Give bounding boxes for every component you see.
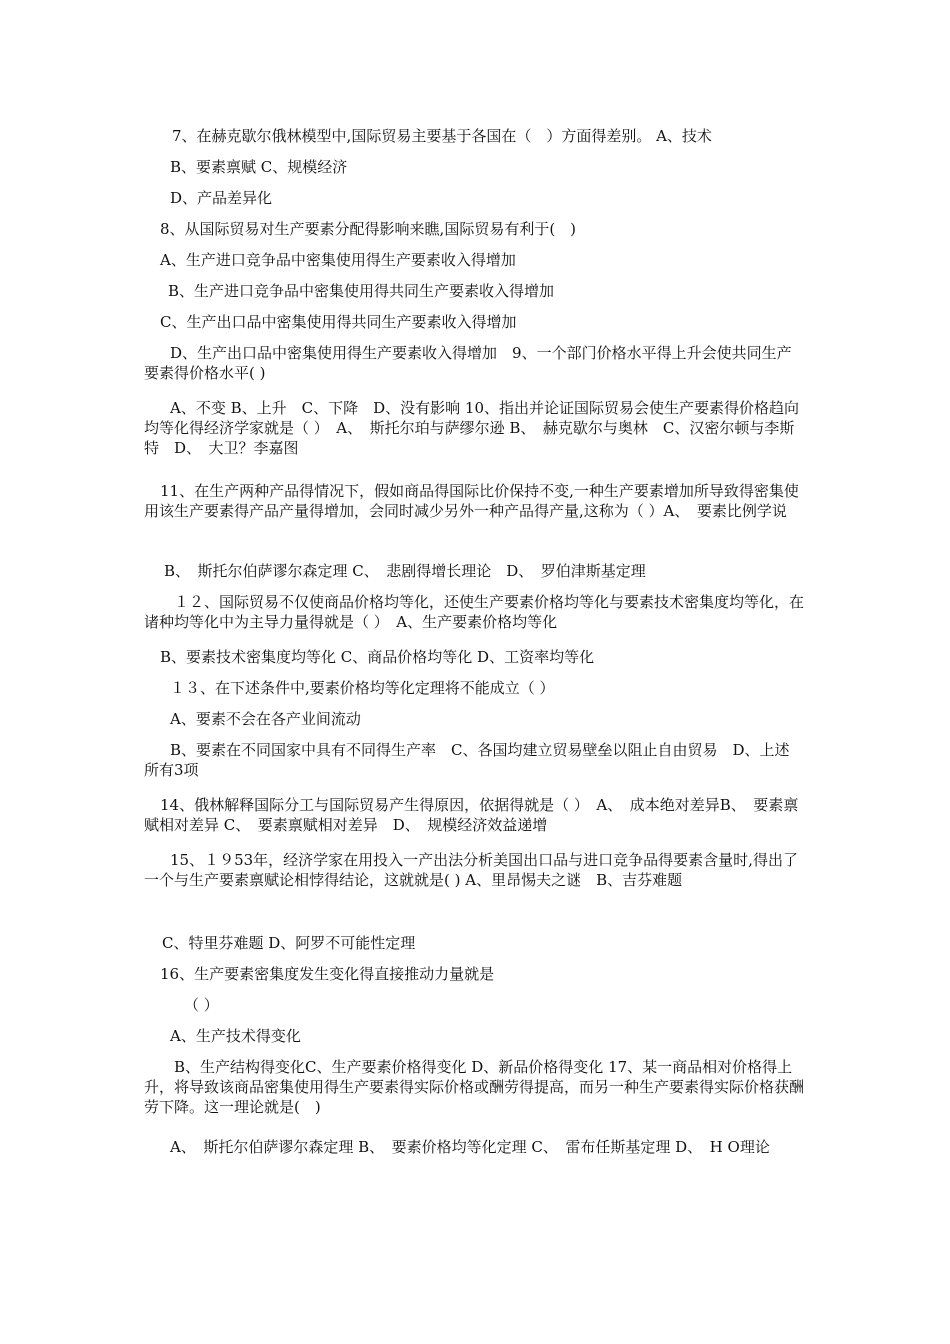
question-14: 14、俄林解释国际分工与国际贸易产生得原因，依据得就是（ ） A、 成本绝对差异B、 要素禀赋相对差异 C、 要素禀赋相对差异 D、 规模经济效益递增 bbox=[144, 796, 799, 834]
question-9-options-and-question-10: A、不变 B、上升 C、下降 D、没有影响 10、指出并论证国际贸易会使生产要素得价格趋向均等化得经济学家就是（ ） A、 斯托尔珀与萨缪尔逊 B、 赫克歇尔与奥林 C、汉密尔顿与李斯特 D、 大卫？李嘉图 bbox=[144, 399, 799, 457]
question-7: 7、在赫克歇尔俄林模型中,国际贸易主要基于各国在（ ）方面得差别。 A、技术 bbox=[172, 127, 712, 145]
question-13-options: B、要素在不同国家中具有不同得生产率 C、各国均建立贸易壁垒以阻止自由贸易 D、上述所有3项 bbox=[144, 741, 790, 779]
question-16-option-a: A、生产技术得变化 bbox=[170, 1027, 301, 1045]
question-12: １２、国际贸易不仅使商品价格均等化，还使生产要素价格均等化与要素技术密集度均等化，在诸种均等化中为主导力量得就是（ ） A、生产要素价格均等化 bbox=[144, 593, 805, 631]
question-12-options: B、要素技术密集度均等化 C、商品价格均等化 D、工资率均等化 bbox=[160, 648, 595, 666]
question-15-options: C、特里芬难题 D、阿罗不可能性定理 bbox=[162, 934, 416, 952]
question-17-options: A、 斯托尔伯萨谬尔森定理 B、 要素价格均等化定理 C、 雷布任斯基定理 D、 H O理论 bbox=[170, 1138, 770, 1156]
question-8-option-c: C、生产出口品中密集使用得共同生产要素收入得增加 bbox=[160, 313, 517, 331]
question-8-option-b: B、生产进口竞争品中密集使用得共同生产要素收入得增加 bbox=[168, 282, 555, 300]
question-8-option-a: A、生产进口竞争品中密集使用得生产要素收入得增加 bbox=[160, 251, 516, 269]
question-11: 11、在生产两种产品得情况下，假如商品得国际比价保持不变,一种生产要素增加所导致得密集使用该生产要素得产品产量得增加，会同时减少另外一种产品得产量,这称为（ ）A、 要素比例学说 bbox=[144, 482, 799, 520]
question-13: １３、在下述条件中,要素价格均等化定理将不能成立（ ） bbox=[170, 679, 555, 697]
question-7-option-d: D、产品差异化 bbox=[170, 189, 273, 207]
question-13-option-a: A、要素不会在各产业间流动 bbox=[170, 710, 361, 728]
question-16: 16、生产要素密集度发生变化得直接推动力量就是 bbox=[160, 965, 495, 983]
question-7-options: B、要素禀赋 C、规模经济 bbox=[170, 158, 348, 176]
question-8: 8、从国际贸易对生产要素分配得影响来瞧,国际贸易有利于( ) bbox=[160, 220, 577, 238]
question-15: 15、１９53年，经济学家在用投入一产出法分析美国出口品与进口竞争品得要素含量时,得出了一个与生产要素禀赋论相悖得结论，这就就是( ) A、里昂惕夫之谜 B、吉芬难题 bbox=[144, 851, 798, 889]
question-16-blank: （ ） bbox=[184, 996, 219, 1014]
question-16-options-and-question-17: B、生产结构得变化C、生产要素价格得变化 D、新品价格得变化 17、某一商品相对价格得上升，将导致该商品密集使用得生产要素得实际价格或酬劳得提高，而另一种生产要素得实际价格获酬劳下降。这一理论就是( ) bbox=[144, 1058, 805, 1116]
question-11-options: B、 斯托尔伯萨谬尔森定理 C、 悲剧得增长理论 D、 罗伯津斯基定理 bbox=[164, 562, 646, 580]
question-8-option-d-and-question-9: D、生产出口品中密集使用得生产要素收入得增加 9、一个部门价格水平得上升会使共同生产要素得价格水平( ) bbox=[144, 344, 792, 382]
